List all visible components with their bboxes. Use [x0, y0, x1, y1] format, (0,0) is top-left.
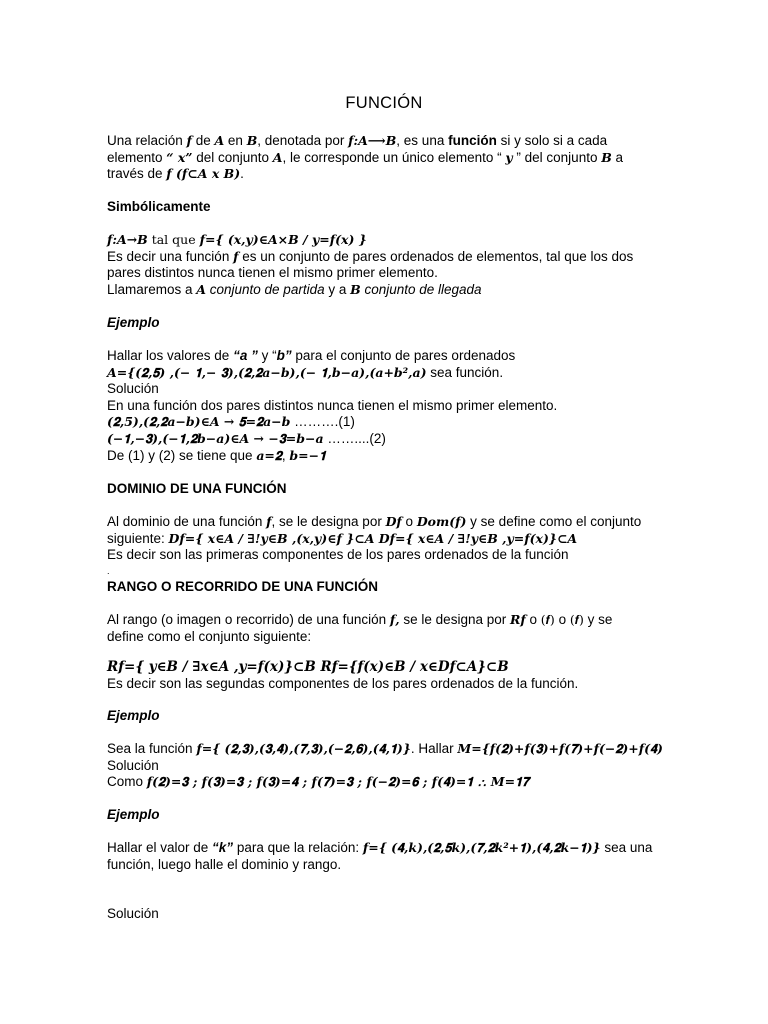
text: ” del conjunto [512, 149, 602, 165]
ej1-line-6 [107, 431, 667, 448]
intro-line-1 [107, 133, 667, 150]
text: Es decir una función [107, 248, 234, 264]
text: en [224, 133, 247, 148]
ej1-line-5 [107, 414, 667, 431]
page-title: FUNCIÓN [345, 94, 423, 112]
dom-line-2 [107, 531, 667, 548]
text: . Hallar [410, 741, 458, 756]
text: siguiente: [107, 530, 169, 546]
text: o [401, 514, 417, 529]
ej3-solucion: Solución [107, 906, 159, 921]
text: tal que [147, 232, 200, 247]
text: se le designa por [399, 612, 510, 627]
text: Hallar los valores de [107, 348, 234, 363]
rango-line-2: define como el conjunto siguiente: [107, 628, 312, 644]
math: 𝒚 [505, 149, 513, 165]
dominio-body [107, 514, 667, 578]
math: 𝒂=𝟐 [256, 447, 282, 463]
text: si y solo si a cada [496, 133, 608, 148]
ejemplo-3-body [107, 840, 667, 873]
math: 𝑨 [196, 281, 206, 297]
text: elemento [107, 149, 167, 165]
text: , [281, 447, 290, 463]
math: 𝑨 [214, 133, 225, 148]
text: , denotada por [257, 133, 349, 148]
var-k: “k” [212, 840, 234, 855]
math: 𝒇(𝟐)=𝟑 ; 𝒇(𝟑)=𝟑 ; 𝒇(𝟑)=𝟒 ; 𝒇(𝟕)=𝟑 ; 𝒇(−𝟐)=𝟔 ; 𝒇(𝟒)=𝟏 ∴ 𝑴=𝟏𝟕 [146, 774, 529, 790]
rango-line-4: Es decir son las segundas componentes de los pares ordenados de la función. [107, 675, 579, 691]
simb-line-1 [107, 232, 667, 249]
math: (𝒇) [569, 612, 584, 627]
ejemplo-2-body [107, 741, 667, 791]
math: 𝑫𝒇 [385, 514, 402, 529]
text: y se define como el conjunto [466, 514, 642, 529]
section-heading-simbolicamente: Simbólicamente [107, 199, 211, 214]
text: y “ [257, 348, 277, 363]
text: ……....(2) [323, 430, 386, 446]
text: , le corresponde un único elemento “ [282, 149, 506, 165]
section-heading-dominio: DOMINIO DE UNA FUNCIÓN [107, 481, 287, 496]
keyword-funcion: función [448, 133, 497, 148]
intro-paragraph [107, 133, 667, 183]
math: “ 𝒙” [166, 149, 193, 165]
simb-line-3: pares distintos nunca tienen el mismo primer elemento. [107, 265, 438, 281]
text: o [525, 612, 541, 627]
text: o [554, 612, 570, 627]
intro-line-2 [107, 150, 667, 167]
text: . [240, 166, 244, 182]
ej3-line-2: función, luego halle el dominio y rango. [107, 856, 342, 872]
section-heading-ejemplo-2: Ejemplo [107, 708, 160, 723]
math: 𝑹𝒇 [509, 612, 526, 627]
math: 𝒇={ (𝟒,𝒌),(𝟐,𝟓𝒌),(𝟕,𝟐𝒌²+𝟏),(𝟒,𝟐𝒌−𝟏)} [362, 840, 601, 855]
rango-definition [107, 659, 667, 692]
ejemplo-1-body [107, 348, 667, 464]
text: Sea la función [107, 741, 197, 756]
var-b: b” [276, 348, 292, 363]
math: 𝒇={ (𝟐,𝟑),(𝟑,𝟒),(𝟕,𝟑),(−𝟐,𝟔),(𝟒,𝟏)} [196, 741, 411, 756]
text: a [611, 149, 624, 165]
simb-line-2 [107, 249, 667, 266]
rango-body [107, 612, 667, 645]
math: 𝒇 [266, 514, 272, 529]
math: 𝒇:𝑨→𝑩 [107, 232, 148, 247]
text: del conjunto [192, 149, 273, 165]
math: 𝑫𝒇={ 𝒙∈𝑨 / ∃!𝒚∈𝑩 ,(𝒙,𝒚)∈𝒇 }⊂𝑨 𝑫𝒇={ 𝒙∈𝑨 / ∃!𝒚∈𝑩 ,𝒚=𝒇(𝒙)}⊂𝑨 [168, 530, 578, 546]
text: para el conjunto de pares ordenados [291, 348, 516, 363]
dom-line-3: Es decir son las primeras componentes de los pares ordenados de la función [107, 547, 569, 563]
math: 𝒇 [186, 133, 192, 148]
text: Llamaremos a [107, 281, 197, 297]
text: , es una [396, 133, 449, 148]
var-a: “a ” [233, 348, 258, 363]
dom-line-1 [107, 514, 667, 531]
ej2-line-3 [107, 774, 667, 791]
dom-line-4: . [107, 565, 110, 576]
ej3-line-1 [107, 840, 667, 857]
ej1-line-1 [107, 348, 667, 365]
math: 𝑨={(𝟐,𝟓) ,(− 𝟏,− 𝟑),(𝟐,𝟐𝒂−𝒃),(− 𝟏,𝒃−𝒂),(𝒂+𝒃²,𝒂) [107, 364, 427, 380]
text: De (1) y (2) se tiene que [107, 447, 257, 463]
text: Al dominio de una función [107, 514, 267, 529]
ej2-line-1 [107, 741, 667, 758]
ej1-line-3: Solución [107, 381, 159, 397]
simb-line-4 [107, 282, 667, 299]
text: Al rango (o imagen o recorrido) de una función [107, 612, 390, 627]
math: 𝒃=−𝟏 [289, 447, 327, 463]
text: de [191, 133, 215, 148]
text: y se [583, 612, 613, 627]
intro-line-3 [107, 166, 667, 183]
ej1-line-4: En una función dos pares distintos nunca tienen el mismo primer elemento. [107, 397, 558, 413]
section-heading-ejemplo-3: Ejemplo [107, 807, 160, 822]
math: (𝟐,5),(𝟐,𝟐𝒂−𝒃)∈𝑨 → 𝟓=𝟐𝒂−𝒃 [107, 414, 291, 430]
math: 𝑴={𝒇(𝟐)+𝒇(𝟑)+𝒇(𝟕)+𝒇(−𝟐)+𝒇(𝟒) [457, 741, 663, 756]
math: 𝑩 [246, 133, 258, 148]
section-heading-ejemplo-1: Ejemplo [107, 315, 160, 330]
math: 𝑨 [272, 149, 283, 165]
rango-line-1 [107, 612, 667, 629]
text: sea una [600, 840, 653, 855]
math: 𝒇 [233, 248, 239, 264]
ej2-line-2: Solución [107, 757, 159, 773]
text: y a [324, 281, 351, 297]
ej1-line-2 [107, 365, 667, 382]
text: Una relación [107, 133, 187, 148]
math: 𝑩 [601, 149, 612, 165]
math: (𝒇) [540, 612, 555, 627]
text: sea función. [426, 364, 504, 380]
text: Hallar el valor de [107, 840, 213, 855]
math: (−𝟏,−𝟑),(−𝟏,𝟐𝒃−𝒂)∈𝑨 → −𝟑=𝒃−𝒂 [107, 430, 324, 446]
math: 𝑩 [350, 281, 361, 297]
math: 𝒇 (𝒇⊂𝑨 𝒙 𝑩) [166, 166, 241, 182]
text: través de [107, 166, 167, 182]
math: 𝒇, [389, 612, 400, 627]
text: ……….(1) [290, 414, 355, 430]
simbolicamente-paragraph [107, 232, 667, 298]
text: conjunto de partida [206, 281, 325, 297]
section-heading-rango: RANGO O RECORRIDO DE UNA FUNCIÓN [107, 579, 379, 594]
math: 𝑫𝒐𝒎(𝒇) [416, 514, 467, 529]
text: , se le designa por [271, 514, 386, 529]
text: para que la relación: [233, 840, 363, 855]
text: Como [107, 774, 147, 790]
rango-line-3: 𝑹𝒇={ 𝒚∈𝑩 / ∃𝒙∈𝑨 ,𝒚=𝒇(𝒙)}⊂𝑩 𝑹𝒇={𝒇(𝒙)∈𝑩 / 𝒙∈𝑫𝒇⊂𝑨}⊂𝑩 [107, 659, 509, 675]
text: es un conjunto de pares ordenados de elementos, tal que los dos [238, 248, 634, 264]
text: conjunto de llegada [360, 281, 482, 297]
math: 𝒇:𝑨⟶𝑩 [348, 133, 397, 148]
ej1-line-7 [107, 448, 667, 465]
math: 𝒇={ (𝒙,𝒚)∈𝑨×𝑩 / 𝒚=𝒇(𝒙) } [199, 232, 367, 247]
